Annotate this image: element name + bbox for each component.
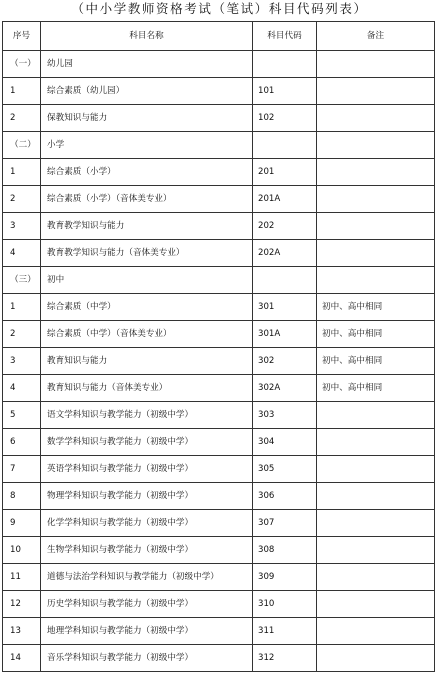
row-subject-code: 202A (253, 240, 317, 267)
table-row (3, 51, 435, 78)
table-row (3, 159, 435, 186)
row-subject-name: 道德与法治学科知识与教学能力（初级中学） (41, 564, 253, 591)
row-subject-code: 101 (253, 78, 317, 105)
row-subject-code: 309 (253, 564, 317, 591)
row-seq: 4 (3, 375, 41, 402)
table-row (3, 483, 435, 510)
row-seq: 9 (3, 510, 41, 537)
row-remark (317, 51, 435, 78)
table-header-row (3, 22, 435, 51)
row-remark (317, 159, 435, 186)
row-subject-code (253, 51, 317, 78)
row-subject-name: 保教知识与能力 (41, 105, 253, 132)
table-row (3, 402, 435, 429)
row-subject-name: 综合素质（中学）（音体美专业） (41, 321, 253, 348)
row-remark: 初中、高中相同 (317, 321, 435, 348)
row-remark (317, 213, 435, 240)
row-subject-code: 308 (253, 537, 317, 564)
row-subject-name: 音乐学科知识与教学能力（初级中学） (41, 645, 253, 672)
table-row (3, 564, 435, 591)
row-subject-name: 语文学科知识与教学能力（初级中学） (41, 402, 253, 429)
row-seq: 11 (3, 564, 41, 591)
row-subject-code: 302A (253, 375, 317, 402)
row-subject-code (253, 267, 317, 294)
row-seq: （一） (3, 51, 41, 78)
row-subject-name: 教育教学知识与能力 (41, 213, 253, 240)
row-subject-code: 311 (253, 618, 317, 645)
table-row (3, 294, 435, 321)
row-seq: 13 (3, 618, 41, 645)
row-subject-name: 综合素质（幼儿园） (41, 78, 253, 105)
row-subject-name: 初中 (41, 267, 253, 294)
table-row (3, 618, 435, 645)
row-seq: 2 (3, 321, 41, 348)
table-row (3, 429, 435, 456)
table-row (3, 267, 435, 294)
row-subject-name: 数学学科知识与教学能力（初级中学） (41, 429, 253, 456)
row-seq: 7 (3, 456, 41, 483)
row-subject-name: 综合素质（小学）（音体美专业） (41, 186, 253, 213)
table-row (3, 213, 435, 240)
row-seq: 1 (3, 159, 41, 186)
row-remark (317, 483, 435, 510)
table-body (3, 51, 435, 672)
row-subject-code (253, 132, 317, 159)
row-remark (317, 240, 435, 267)
row-seq: 3 (3, 348, 41, 375)
row-seq: 8 (3, 483, 41, 510)
row-seq: 5 (3, 402, 41, 429)
row-remark (317, 429, 435, 456)
row-seq: 3 (3, 213, 41, 240)
table-row (3, 321, 435, 348)
row-subject-name: 教育知识与能力（音体美专业） (41, 375, 253, 402)
row-remark (317, 186, 435, 213)
table-row (3, 78, 435, 105)
row-remark (317, 105, 435, 132)
table-row (3, 645, 435, 672)
table-row (3, 348, 435, 375)
row-seq: 1 (3, 294, 41, 321)
row-subject-code: 301 (253, 294, 317, 321)
row-remark (317, 564, 435, 591)
row-subject-name: 历史学科知识与教学能力（初级中学） (41, 591, 253, 618)
row-remark: 初中、高中相同 (317, 294, 435, 321)
row-remark (317, 537, 435, 564)
header-seq: 序号 (3, 22, 41, 51)
row-remark (317, 78, 435, 105)
subject-code-table (2, 21, 435, 672)
row-subject-name: 物理学科知识与教学能力（初级中学） (41, 483, 253, 510)
table-row (3, 591, 435, 618)
row-subject-code: 301A (253, 321, 317, 348)
header-remark: 备注 (317, 22, 435, 51)
row-remark: 初中、高中相同 (317, 348, 435, 375)
row-subject-name: 教育教学知识与能力（音体美专业） (41, 240, 253, 267)
row-subject-name: 化学学科知识与教学能力（初级中学） (41, 510, 253, 537)
row-subject-name: 地理学科知识与教学能力（初级中学） (41, 618, 253, 645)
row-remark (317, 591, 435, 618)
table-row (3, 537, 435, 564)
table-row (3, 510, 435, 537)
row-subject-code: 312 (253, 645, 317, 672)
row-remark (317, 267, 435, 294)
row-seq: 2 (3, 186, 41, 213)
row-remark: 初中、高中相同 (317, 375, 435, 402)
row-subject-code: 304 (253, 429, 317, 456)
row-seq: 12 (3, 591, 41, 618)
row-seq: （二） (3, 132, 41, 159)
header-subject-code: 科目代码 (253, 22, 317, 51)
row-remark (317, 132, 435, 159)
row-subject-code: 307 (253, 510, 317, 537)
row-subject-name: 英语学科知识与教学能力（初级中学） (41, 456, 253, 483)
row-subject-code: 305 (253, 456, 317, 483)
row-subject-code: 201A (253, 186, 317, 213)
table-row (3, 105, 435, 132)
table-row (3, 456, 435, 483)
row-subject-name: 生物学科知识与教学能力（初级中学） (41, 537, 253, 564)
row-remark (317, 456, 435, 483)
row-remark (317, 402, 435, 429)
row-subject-name: 综合素质（中学） (41, 294, 253, 321)
row-subject-name: 幼儿园 (41, 51, 253, 78)
row-subject-code: 102 (253, 105, 317, 132)
row-seq: 6 (3, 429, 41, 456)
table-row (3, 375, 435, 402)
row-subject-code: 310 (253, 591, 317, 618)
header-subject-name: 科目名称 (41, 22, 253, 51)
row-seq: （三） (3, 267, 41, 294)
table-row (3, 186, 435, 213)
table-row (3, 240, 435, 267)
row-seq: 1 (3, 78, 41, 105)
row-subject-name: 综合素质（小学） (41, 159, 253, 186)
row-seq: 2 (3, 105, 41, 132)
row-subject-code: 306 (253, 483, 317, 510)
row-remark (317, 618, 435, 645)
row-subject-name: 教育知识与能力 (41, 348, 253, 375)
page-title: （中小学教师资格考试（笔试）科目代码列表） (71, 1, 368, 16)
row-subject-code: 202 (253, 213, 317, 240)
row-seq: 4 (3, 240, 41, 267)
row-subject-code: 201 (253, 159, 317, 186)
table-row (3, 132, 435, 159)
row-subject-name: 小学 (41, 132, 253, 159)
row-remark (317, 510, 435, 537)
row-subject-code: 303 (253, 402, 317, 429)
row-subject-code: 302 (253, 348, 317, 375)
row-seq: 10 (3, 537, 41, 564)
row-seq: 14 (3, 645, 41, 672)
row-remark (317, 645, 435, 672)
